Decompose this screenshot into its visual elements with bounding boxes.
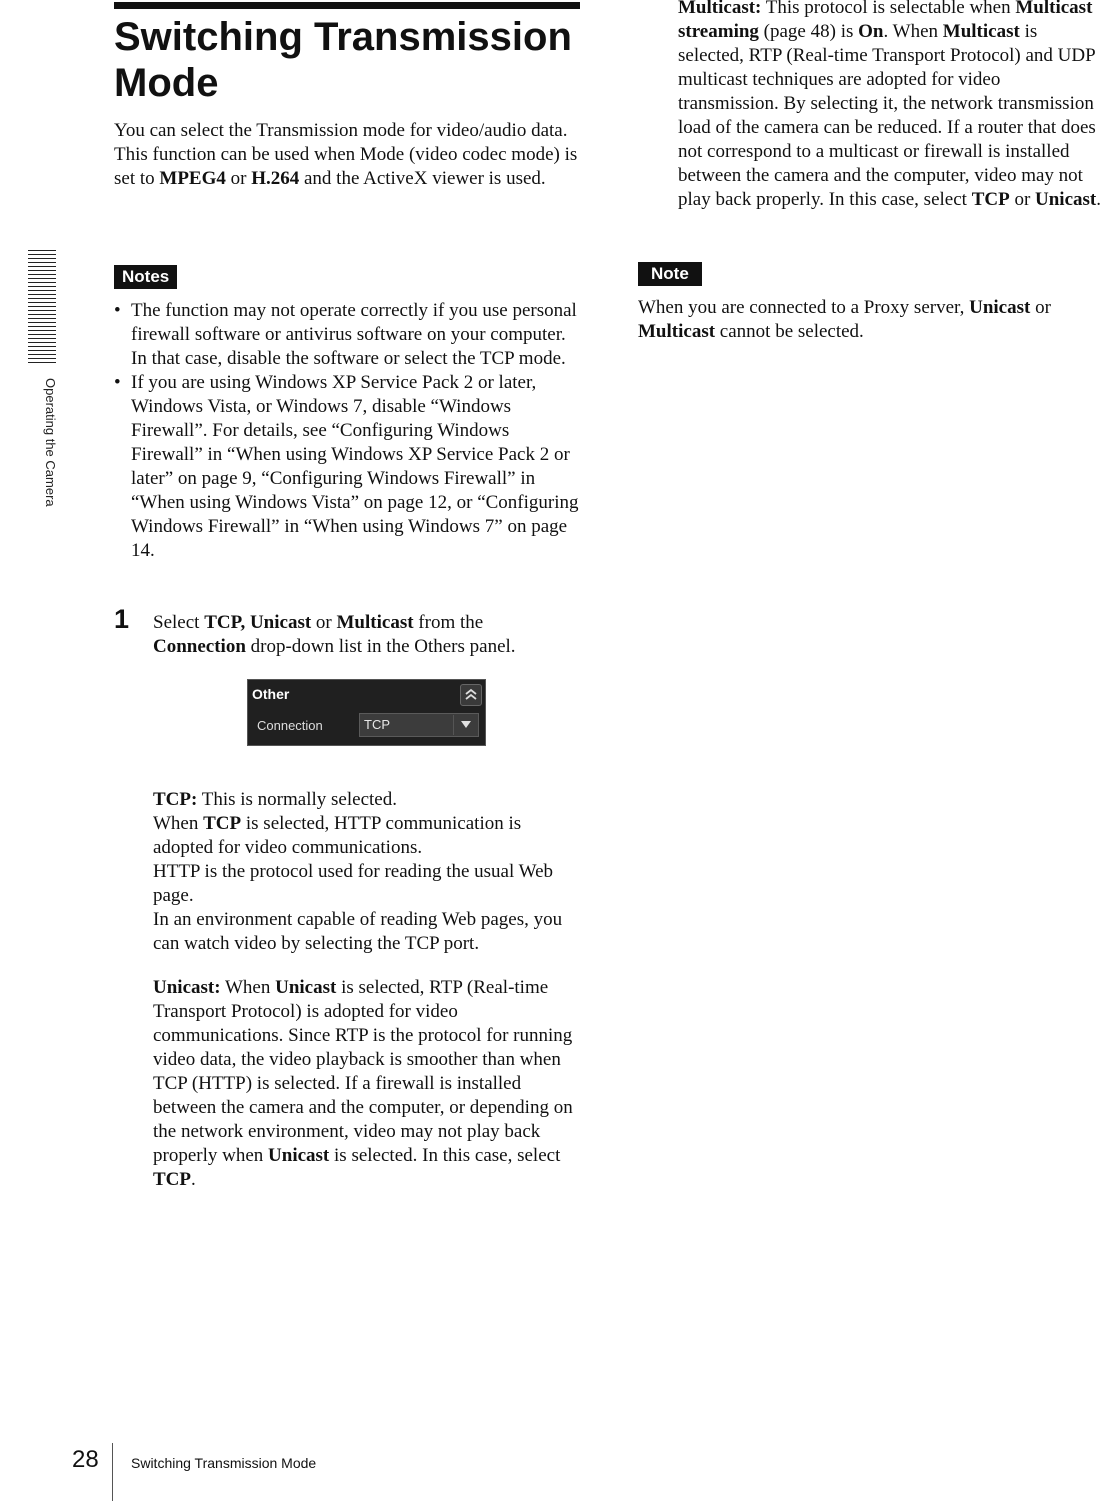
multicast-bold: Multicast streaming xyxy=(678,0,1093,42)
double-chevron-up-icon xyxy=(461,685,481,705)
intro-text: This function can be used when Mode (video codec mode) is set to xyxy=(114,144,578,189)
note-bold: Multicast xyxy=(638,321,716,342)
page-number: 28 xyxy=(72,1446,99,1473)
multicast-text: or xyxy=(1009,189,1036,210)
tcp-line: HTTP is the protocol used for reading the usual Web page. xyxy=(153,861,554,906)
tcp-term: TCP: xyxy=(153,789,198,810)
unicast-text: is selected. In this case, select xyxy=(329,1145,561,1166)
unicast-bold: TCP xyxy=(153,1169,191,1190)
notes-list xyxy=(114,299,584,563)
multicast-bold: On xyxy=(858,21,884,42)
step-text: drop-down list in the Others panel. xyxy=(245,636,516,657)
multicast-text: This protocol is selectable when xyxy=(761,0,1016,18)
intro-text: and the ActiveX viewer is used. xyxy=(299,168,546,189)
note-text: When you are connected to a Proxy server, xyxy=(638,297,970,318)
tcp-line xyxy=(153,812,583,860)
triangle-down-icon xyxy=(454,715,478,735)
connection-value: TCP xyxy=(364,717,390,732)
note-item: • If you are using Windows XP Service Pack 2 or later, Windows Vista, or Windows 7, disable “Windows Firewall”. For details, see “Configuring Windows Firewall” in “When using Windows XP Service Pack 2 or later” on page 9, “Configuring Windows Firewall” in “When using Windows Vista” on page 12, or “Configuring Windows Firewall” in “When using Windows 7” on page 14. xyxy=(114,371,584,563)
step-text: Select xyxy=(153,612,205,633)
multicast-description xyxy=(678,0,1102,212)
unicast-bold: Unicast xyxy=(275,977,337,998)
multicast-text: (page 48) is xyxy=(758,21,859,42)
step-number: 1 xyxy=(114,604,130,634)
tcp-text: This is normally selected. xyxy=(197,789,397,810)
collapse-button[interactable] xyxy=(460,684,482,706)
intro-paragraph-2 xyxy=(114,143,584,191)
intro-text: or xyxy=(225,168,252,189)
page-title: Switching Transmission Mode xyxy=(114,15,572,105)
multicast-text: . xyxy=(1096,189,1101,210)
note-badge: Note xyxy=(638,262,702,286)
multicast-bold: TCP xyxy=(971,189,1010,210)
unicast-text: is selected, RTP (Real-time Transport Protocol) is adopted for video communications. Since RTP is the protocol for running video data, the video playback is smoother than when TCP (HTTP) is selected. If a firewall is installed between the camera and the computer, or depending on the network environment, video may not play back properly when xyxy=(153,977,573,1166)
unicast-description xyxy=(153,976,583,1192)
tcp-bold: TCP xyxy=(203,813,242,834)
side-tab xyxy=(34,378,60,538)
unicast-term: Unicast: xyxy=(153,977,221,998)
proxy-note xyxy=(638,296,1083,344)
unicast-bold: Unicast xyxy=(268,1145,330,1166)
step-instruction xyxy=(153,611,578,659)
step-bold: TCP, Unicast xyxy=(204,612,312,633)
other-panel xyxy=(247,679,486,746)
intro-bold-mpeg4: MPEG4 xyxy=(159,168,226,189)
title-rule xyxy=(114,2,580,9)
connection-select[interactable] xyxy=(359,713,479,737)
panel-header: Other xyxy=(252,686,290,702)
step-text: from the xyxy=(413,612,484,633)
intro-paragraph-1: You can select the Transmission mode for video/audio data. xyxy=(114,120,568,141)
step-bold: Connection xyxy=(153,636,246,657)
intro xyxy=(114,119,584,191)
multicast-text: is selected, RTP (Real-time Transport Protocol) and UDP multicast techniques are adopted for video transmission. By selecting it, the network transmission load of the camera can be reduced. If a router that does not correspond to a multicast or firewall is installed between the camera and the computer, video may not play back properly. In this case, select xyxy=(678,21,1096,210)
footer-divider xyxy=(112,1443,113,1501)
notes-badge: Notes xyxy=(114,265,177,289)
tcp-description xyxy=(153,788,583,956)
step-text: or xyxy=(311,612,337,633)
multicast-text: . When xyxy=(883,21,943,42)
unicast-text: When xyxy=(220,977,276,998)
tcp-line: In an environment capable of reading Web pages, you can watch video by selecting the TCP port. xyxy=(153,909,563,954)
tcp-line xyxy=(153,788,583,812)
multicast-bold: Unicast xyxy=(1035,189,1097,210)
multicast-bold: Multicast xyxy=(942,21,1020,42)
tcp-text: is selected, HTTP communication is adopted for video communications. xyxy=(153,813,522,858)
note-text: cannot be selected. xyxy=(715,321,864,342)
side-tab-label: Operating the Camera xyxy=(43,378,58,507)
step-bold: Multicast xyxy=(336,612,414,633)
side-tab-lines xyxy=(28,250,56,364)
intro-bold-h264: H.264 xyxy=(251,168,300,189)
unicast-text: . xyxy=(191,1169,196,1190)
footer-title: Switching Transmission Mode xyxy=(131,1455,317,1471)
multicast-term: Multicast: xyxy=(678,0,762,18)
note-item: • The function may not operate correctly if you use personal firewall software or antivirus software on your computer. In that case, disable the software or select the TCP mode. xyxy=(114,299,584,371)
note-bold: Unicast xyxy=(969,297,1031,318)
note-text: or xyxy=(1030,297,1051,318)
dropdown-arrow[interactable] xyxy=(453,715,478,735)
connection-label: Connection xyxy=(257,718,323,733)
tcp-text: When xyxy=(153,813,204,834)
